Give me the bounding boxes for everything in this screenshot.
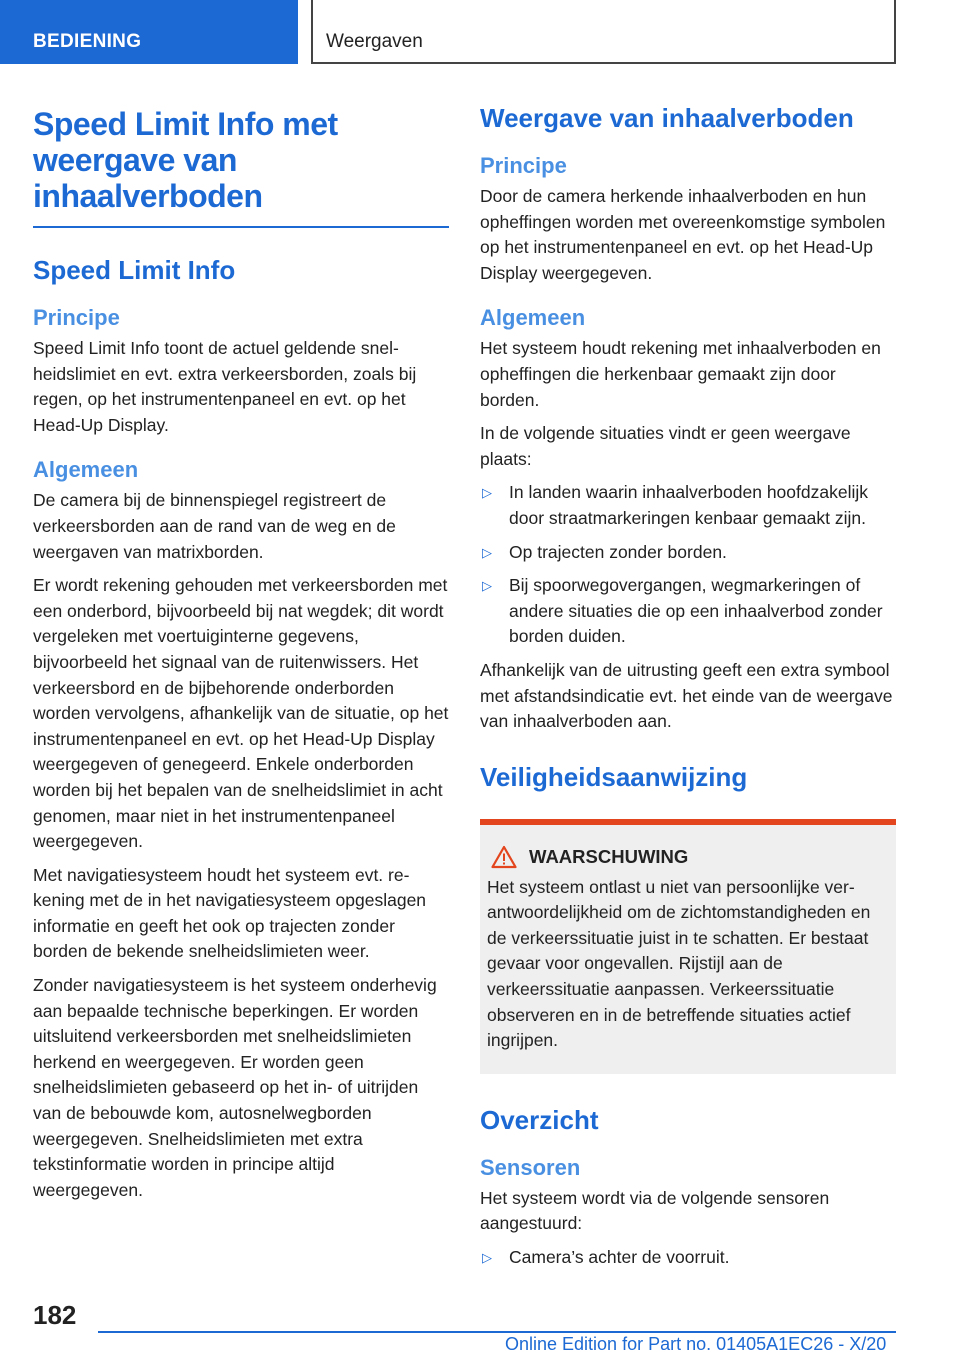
warning-text: Het systeem ontlast u niet van persoonlijke verantwoordelijkheid om de zichtomstandigheden en de verkeerssituatie juist in te schatten. Er bestaat gevaar voor ongevallen. Rijstijl aan de verkeerssituatie aanpassen. Verkeerssituatie observeren en in de betreffende situaties actief ingrijpen. xyxy=(487,876,871,1051)
list-item-text: Bij spoorwegovergangen, wegmarkeringen of andere situaties die op een inhaalverbod zonder borden duiden. xyxy=(509,575,883,647)
footer-edition: Online Edition for Part no. 01405A1EC26 - X/20 xyxy=(505,1334,887,1354)
paragraph-algemeen-1: De camera bij de binnenspiegel registreert de verkeersborden aan de rand van de weg en de weergaven van matrixborden. xyxy=(33,490,396,562)
heading-principe-right: Principe xyxy=(480,153,567,178)
heading-principe: Principe xyxy=(33,305,120,330)
left-column xyxy=(33,100,449,1211)
paragraph-algemeen-4: Zonder navigatiesysteem is het systeem onderhevig aan bepaalde technische beperkingen. Er worden uitsluitend verkeersborden met snelheidslimieten herkend en weergegeven. Er worden geen snelheidslimieten gebaseerd op het in- of uitrijden van de bebouwde kom, autosnelwegborden weergegeven. Snelheidslimieten met extra tekstinformatie worden in principe altijd weergegeven. xyxy=(33,975,437,1200)
triangle-right-icon: ▷ xyxy=(482,578,492,594)
paragraph-algemeen-right-3: Afhankelijk van de uitrusting geeft een extra symbool met afstandsindicatie evt. het einde van de weergave van inhaalverboden aan. xyxy=(480,659,893,732)
heading-sensoren: Sensoren xyxy=(480,1154,581,1180)
paragraph-algemeen-2: Er wordt rekening gehouden met verkeersborden met een onderbord, bijvoorbeeld bij nat wegdek; dit wordt vergeleken met voertuiginterne gegevens, bijvoorbeeld het signaal van de ruitenwissers. Het verkeersbord en de bijbehorende onderborden worden vervolgens, afhankelijk van de situatie, op het instrumentenpaneel en evt. op het Head-Up Display weergegeven of genegeerd. Enkele onderborden worden bij het bepalen van de snelheidslimiet in acht genomen, maar niet in het instrumentenpaneel weergegeven. xyxy=(33,575,449,852)
page-title: Speed Limit Info met weergave van inhaalverboden xyxy=(33,106,338,214)
sensor-list xyxy=(480,1245,896,1271)
paragraph-principe: Speed Limit Info toont de actuel geldende snelheidslimiet en evt. extra verkeersborden, zoals bij regen, op het instrumentenpaneel en evt. op het Head-Up Display. xyxy=(33,338,417,435)
paragraph-principe-right: Door de camera herkende inhaalverboden en hun opheffingen worden met overeenkomstige symbolen op het instrumentenpaneel en evt. op het Head-Up Display weergegeven. xyxy=(480,186,886,283)
section-tab xyxy=(311,0,896,64)
list-item xyxy=(480,540,896,566)
heading-veiligheidsaanwijzing: Veiligheidsaanwijzing xyxy=(480,761,748,792)
list-item xyxy=(480,480,896,531)
triangle-right-icon: ▷ xyxy=(482,1250,492,1266)
list-item-text: In landen waarin inhaalverboden hoofdzakelijk door straatmarkeringen kenbaar gemaakt zijn. xyxy=(509,482,868,528)
list-item xyxy=(480,573,896,650)
warning-triangle-icon xyxy=(491,845,517,869)
chapter-tab xyxy=(0,0,298,64)
chapter-label: BEDIENING xyxy=(33,31,142,52)
warning-header xyxy=(487,845,889,869)
list-item xyxy=(480,1245,896,1271)
paragraph-algemeen-right-2: In de volgende situaties vindt er geen weergave plaats: xyxy=(480,423,851,469)
triangle-right-icon: ▷ xyxy=(482,544,492,560)
section-label: Weergaven xyxy=(326,31,423,52)
heading-algemeen-right: Algemeen xyxy=(480,305,586,331)
heading-algemeen: Algemeen xyxy=(33,457,139,483)
paragraph-algemeen-3: Met navigatiesysteem houdt het systeem evt. rekening met de in het navigatiesysteem opgeslagen informatie en geeft het ook op trajecten zonder borden de bekende snelheidslimieten weer. xyxy=(33,864,427,962)
warning-box xyxy=(480,819,896,1074)
heading-speed-limit-info: Speed Limit Info xyxy=(33,255,236,285)
page-number: 182 xyxy=(33,1300,77,1330)
heading-weergave-inhaalverboden: Weergave van inhaalverboden xyxy=(480,103,854,133)
heading-overzicht: Overzicht xyxy=(480,1104,599,1135)
paragraph-algemeen-right-1: Het systeem houdt rekening met inhaalverboden en opheffingen die herkenbaar gemaakt zijn door borden. xyxy=(480,338,881,410)
paragraph-sensoren: Het systeem wordt via de volgende sensoren aangestuurd: xyxy=(480,1187,830,1234)
footer-divider xyxy=(98,1331,896,1333)
title-divider xyxy=(33,226,449,228)
right-column xyxy=(480,100,896,1279)
list-item-text: Camera’s achter de voorruit. xyxy=(509,1247,730,1268)
situations-list xyxy=(480,480,896,650)
warning-label: WAARSCHUWING xyxy=(529,845,689,867)
triangle-right-icon: ▷ xyxy=(482,485,492,501)
list-item-text: Op trajecten zonder borden. xyxy=(509,541,727,562)
